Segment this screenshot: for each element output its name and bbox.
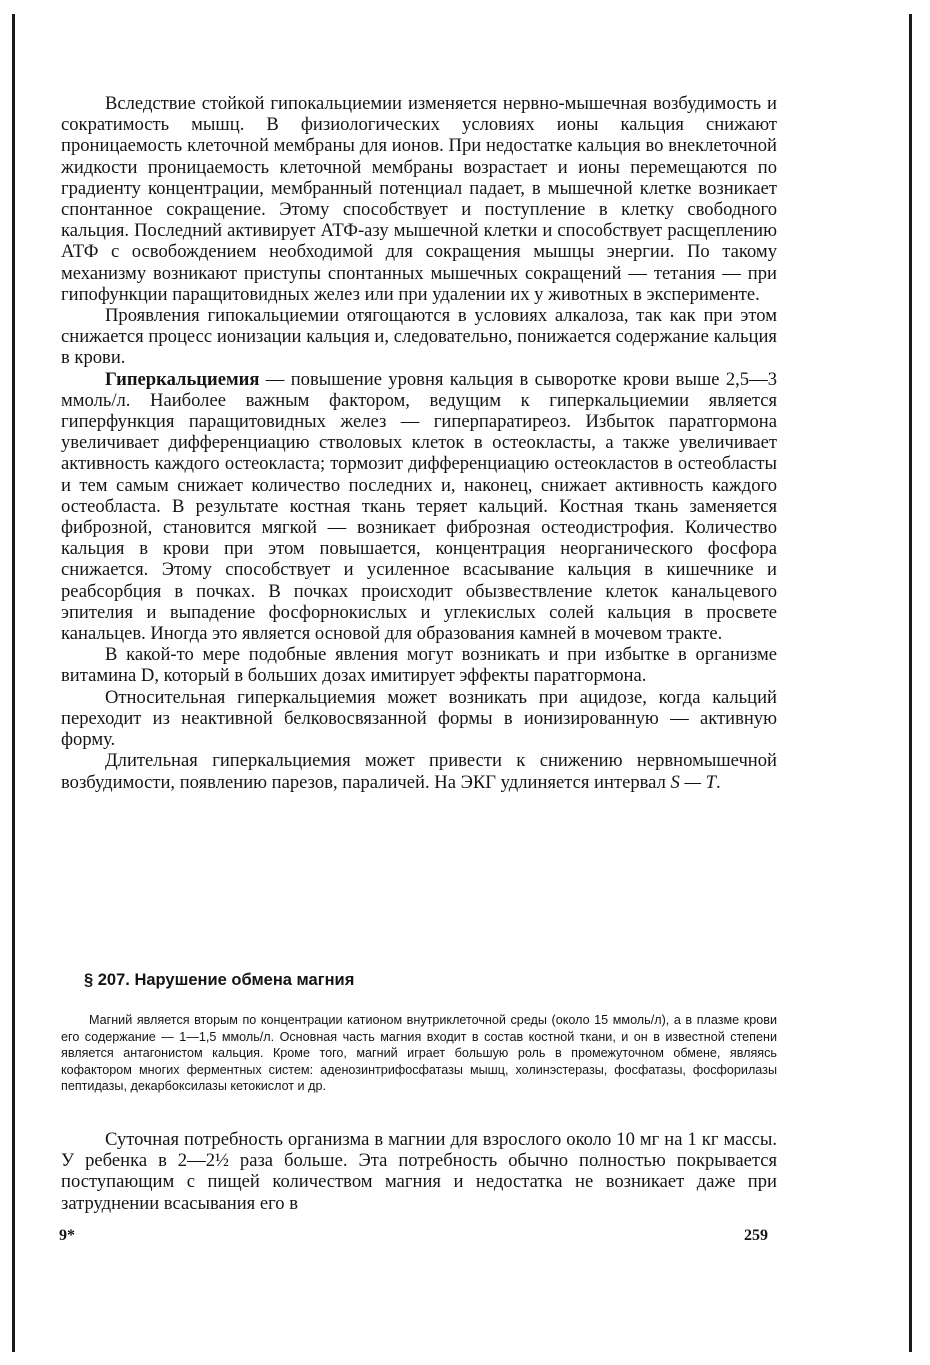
paragraph — [61, 369, 777, 645]
paragraph-text: В какой-то мере подобные явления могут возникать и при избытке в организме витамина D, который в больших дозах имитирует эффекты паратгормона. — [61, 644, 777, 687]
paragraph-text: Длительная гиперкальциемия может привести к снижению нервномышечной возбудимости, появлению парезов, параличей. На ЭКГ удлиняется интервал — [61, 750, 777, 793]
paragraph — [61, 644, 777, 686]
paragraph — [61, 305, 777, 369]
paragraph — [61, 687, 777, 751]
paragraph — [61, 1129, 777, 1214]
paragraph-text: Относительная гиперкальциемия может возникать при ацидозе, когда кальций переходит из неактивной белковосвязанной формы в ионизированную — активную форму. — [61, 686, 777, 751]
paragraph — [61, 750, 777, 792]
main-text — [61, 93, 777, 793]
page-number: 259 — [744, 1227, 768, 1244]
paragraph-text: Проявления гипокальциемии отягощаются в условиях алкалоза, так как при этом снижается процесс ионизации кальция и, следовательно, понижается содержание кальция в крови. — [61, 305, 777, 369]
scan-border-left — [12, 14, 15, 1352]
section-heading: § 207. Нарушение обмена магния — [84, 971, 355, 989]
scan-border-right — [909, 14, 912, 1352]
paragraph-text: Суточная потребность организма в магнии для взрослого около 10 мг на 1 кг массы. У ребенка в 2—2½ раза больше. Эта потребность обычно полностью покрывается поступающим с пищей количеством магния и недостатка не возникает даже при затруднении всасывания его в — [61, 1129, 777, 1214]
term-hypercalcemia: Гиперкальциемия — [105, 368, 260, 390]
paragraph-text: Вследствие стойкой гипокальциемии изменяется нервно-мышечная возбудимость и сократимость мышц. В физиологических условиях ионы кальция снижают проницаемость клеточной мембраны для ионов. При недостатке кальция во внеклеточной жидкости проницаемость клеточной мембраны возрастает и ионы перемещаются по градиенту концентрации, мембранный потенциал падает, в мышечной клетке возникает спонтанное сокращение. Этому способствует и поступление в клетку свободного кальция. Последний активирует АТФ-азу мышечной клетки и способствует расщеплению АТФ с освобождением необходимой для сокращения мышцы энергии. По такому механизму возникают приступы спонтанных мышечных сокращений — тетания — при гипофункции паращитовидных желез или при удалении их у животных в эксперименте. — [61, 93, 777, 305]
paragraph-end: . — [715, 771, 721, 793]
paragraph-text: — повышение уровня кальция в сыворотке крови выше 2,5—3 ммоль/л. Наиболее важным фактором, ведущим к гиперкальциемии является гиперфункция паращитовидных желез — гиперпаратиреоз. Избыток паратгормона увеличивает дифференциацию стволовых клеток в остеокласты, а также увеличивает активность каждого остеокласта; тормозит дифференциацию остеокластов в остеобласты и тем самым снижает количество последних и, наконец, снижает активность каждого остеобласта. В результате костная ткань теряет кальций. Костная ткань заменяется фиброзной, становится мягкой — возникает фиброзная остеодистрофия. Количество кальция в крови при этом повышается, концентрация неорганического фосфора снижается. Этому способствует и усиленное всасывание кальция в кишечнике и реабсорбция в почках. В почках происходит обызвествление клеток канальцевого эпителия и выпадение фосфорнокислых и углекислых солей кальция в просвете канальцев. Иногда это является основой для образования камней в мочевом тракте. — [61, 368, 777, 645]
tail-text — [61, 1129, 777, 1214]
ecg-interval: S — T — [670, 771, 716, 793]
paragraph — [61, 93, 777, 305]
footer-signature: 9* — [59, 1227, 75, 1244]
small-print-note: Магний является вторым по концентрации катионом внутриклеточной среды (около 15 ммоль/л), а в плазме крови его содержание — 1—1,5 ммоль/л. Основная часть магния входит в состав костной ткани, и он в известной степени является антагонистом кальция. Кроме того, магний играет большую роль в промежуточном обмене, являясь кофактором многих ферментных систем: аденозинтрифосфатазы мышц, холинэстеразы, фосфатазы, фосфорилазы пептидазы, декарбоксилазы кетокислот и др. — [61, 1013, 777, 1094]
